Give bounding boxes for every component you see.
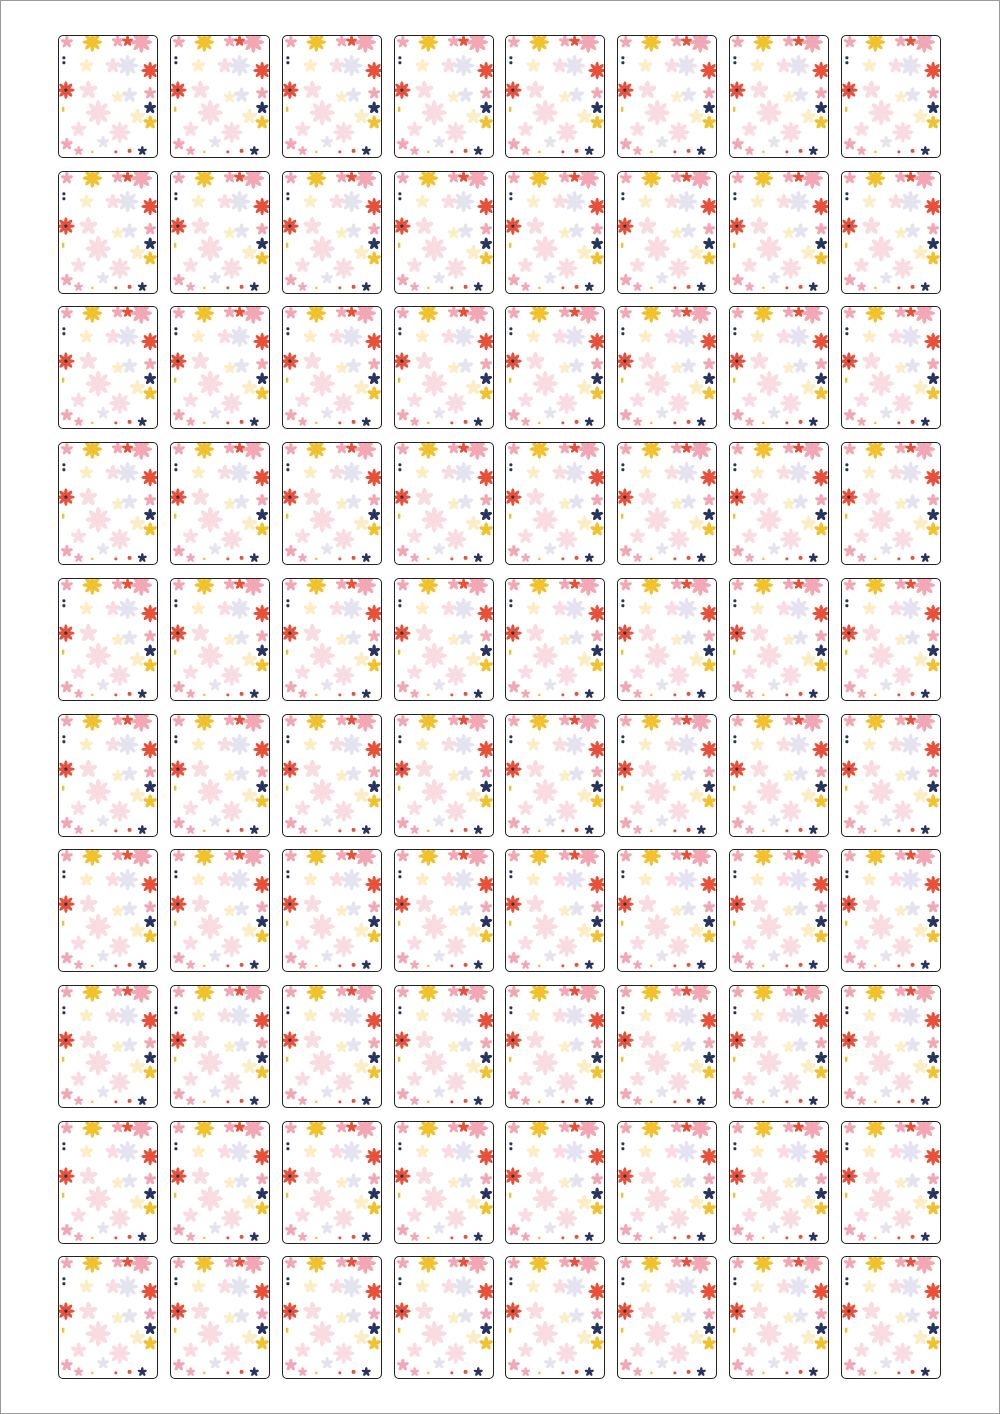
floral-frame-art	[171, 715, 269, 836]
label-card	[394, 578, 494, 701]
label-card	[617, 578, 717, 701]
label-card	[394, 442, 494, 565]
label-card	[505, 578, 605, 701]
label-card	[170, 985, 270, 1108]
label-card	[729, 849, 829, 972]
floral-frame-art	[395, 1122, 493, 1243]
label-card	[58, 714, 158, 837]
label-card	[282, 1256, 382, 1379]
label-card	[729, 171, 829, 294]
floral-frame-art	[395, 172, 493, 293]
floral-frame-art	[59, 715, 157, 836]
floral-frame-art	[283, 715, 381, 836]
floral-frame-art	[618, 172, 716, 293]
label-card	[170, 849, 270, 972]
label-card	[505, 849, 605, 972]
label-card	[617, 1121, 717, 1244]
label-card	[394, 849, 494, 972]
label-card	[729, 306, 829, 429]
floral-frame-art	[59, 36, 157, 157]
floral-frame-art	[842, 1122, 940, 1243]
label-card	[170, 306, 270, 429]
floral-frame-art	[283, 1122, 381, 1243]
floral-frame-art	[59, 1257, 157, 1378]
floral-frame-art	[283, 172, 381, 293]
label-card	[394, 1121, 494, 1244]
floral-frame-art	[730, 1122, 828, 1243]
floral-frame-art	[730, 1257, 828, 1378]
floral-frame-art	[171, 1257, 269, 1378]
label-card	[58, 1256, 158, 1379]
label-card	[282, 1121, 382, 1244]
label-card	[170, 578, 270, 701]
label-card	[841, 442, 941, 565]
label-card	[58, 849, 158, 972]
floral-frame-art	[618, 1122, 716, 1243]
label-card	[729, 442, 829, 565]
label-card	[729, 985, 829, 1108]
floral-frame-art	[283, 850, 381, 971]
floral-frame-art	[730, 986, 828, 1107]
floral-frame-art	[842, 986, 940, 1107]
label-card	[170, 714, 270, 837]
floral-frame-art	[506, 443, 604, 564]
floral-frame-art	[842, 850, 940, 971]
label-card	[282, 171, 382, 294]
floral-frame-art	[730, 172, 828, 293]
floral-frame-art	[618, 850, 716, 971]
floral-frame-art	[618, 715, 716, 836]
floral-frame-art	[842, 36, 940, 157]
label-card	[170, 171, 270, 294]
label-card	[841, 35, 941, 158]
floral-frame-art	[506, 172, 604, 293]
floral-frame-art	[171, 986, 269, 1107]
label-card	[841, 578, 941, 701]
label-card	[282, 714, 382, 837]
floral-frame-art	[283, 307, 381, 428]
floral-frame-art	[506, 1122, 604, 1243]
floral-frame-art	[59, 986, 157, 1107]
floral-frame-art	[59, 307, 157, 428]
floral-frame-art	[395, 986, 493, 1107]
label-card	[729, 35, 829, 158]
label-card	[505, 442, 605, 565]
floral-frame-art	[506, 1257, 604, 1378]
label-card	[617, 442, 717, 565]
floral-frame-art	[59, 579, 157, 700]
label-card	[505, 35, 605, 158]
floral-frame-art	[59, 850, 157, 971]
label-card	[505, 714, 605, 837]
label-card	[729, 1256, 829, 1379]
floral-frame-art	[171, 579, 269, 700]
floral-frame-art	[283, 1257, 381, 1378]
label-card	[394, 1256, 494, 1379]
label-card	[617, 171, 717, 294]
label-card	[394, 35, 494, 158]
floral-frame-art	[842, 579, 940, 700]
label-card	[282, 985, 382, 1108]
label-card	[505, 1256, 605, 1379]
label-card	[58, 985, 158, 1108]
floral-frame-art	[283, 579, 381, 700]
floral-frame-art	[730, 307, 828, 428]
label-card	[729, 578, 829, 701]
floral-frame-art	[171, 307, 269, 428]
floral-frame-art	[618, 36, 716, 157]
label-card	[841, 306, 941, 429]
floral-frame-art	[395, 850, 493, 971]
label-card	[841, 1256, 941, 1379]
label-card	[58, 1121, 158, 1244]
label-card	[617, 985, 717, 1108]
label-card	[841, 849, 941, 972]
floral-frame-art	[506, 715, 604, 836]
floral-frame-art	[171, 443, 269, 564]
floral-frame-art	[395, 579, 493, 700]
floral-frame-art	[506, 36, 604, 157]
floral-frame-art	[395, 715, 493, 836]
label-card	[282, 578, 382, 701]
floral-frame-art	[171, 850, 269, 971]
label-card	[394, 985, 494, 1108]
floral-frame-art	[506, 307, 604, 428]
label-card	[170, 35, 270, 158]
label-card	[617, 1256, 717, 1379]
label-card	[282, 306, 382, 429]
floral-frame-art	[618, 307, 716, 428]
floral-frame-art	[730, 36, 828, 157]
floral-frame-art	[506, 850, 604, 971]
label-card	[729, 1121, 829, 1244]
label-card	[505, 171, 605, 294]
floral-frame-art	[842, 443, 940, 564]
label-card	[841, 171, 941, 294]
label-card	[617, 306, 717, 429]
floral-frame-art	[506, 579, 604, 700]
label-card	[617, 35, 717, 158]
floral-frame-art	[283, 36, 381, 157]
label-card	[58, 442, 158, 565]
floral-frame-art	[59, 172, 157, 293]
label-card	[394, 171, 494, 294]
floral-frame-art	[730, 850, 828, 971]
label-card	[170, 1256, 270, 1379]
floral-frame-art	[842, 172, 940, 293]
label-card	[841, 1121, 941, 1244]
floral-frame-art	[283, 443, 381, 564]
label-card	[58, 171, 158, 294]
floral-frame-art	[395, 36, 493, 157]
floral-frame-art	[395, 307, 493, 428]
label-card	[58, 35, 158, 158]
label-card	[841, 714, 941, 837]
floral-frame-art	[618, 443, 716, 564]
label-card	[282, 35, 382, 158]
floral-frame-art	[730, 443, 828, 564]
floral-frame-art	[395, 1257, 493, 1378]
floral-frame-art	[171, 1122, 269, 1243]
label-card	[282, 849, 382, 972]
floral-frame-art	[618, 579, 716, 700]
floral-frame-art	[283, 986, 381, 1107]
floral-frame-art	[730, 579, 828, 700]
floral-frame-art	[618, 1257, 716, 1378]
floral-frame-art	[618, 986, 716, 1107]
label-card	[505, 985, 605, 1108]
floral-frame-art	[59, 443, 157, 564]
label-card	[505, 306, 605, 429]
floral-frame-art	[842, 307, 940, 428]
floral-frame-art	[171, 36, 269, 157]
label-card	[170, 1121, 270, 1244]
label-card	[58, 306, 158, 429]
label-card	[394, 714, 494, 837]
label-card	[282, 442, 382, 565]
label-card	[394, 306, 494, 429]
label-card	[617, 714, 717, 837]
label-card	[58, 578, 158, 701]
floral-frame-art	[730, 715, 828, 836]
floral-frame-art	[171, 172, 269, 293]
label-card	[505, 1121, 605, 1244]
label-card	[170, 442, 270, 565]
floral-frame-art	[395, 443, 493, 564]
label-card	[841, 985, 941, 1108]
floral-frame-art	[842, 715, 940, 836]
floral-frame-art	[842, 1257, 940, 1378]
floral-frame-art	[506, 986, 604, 1107]
label-card	[617, 849, 717, 972]
label-card	[729, 714, 829, 837]
floral-frame-art	[59, 1122, 157, 1243]
